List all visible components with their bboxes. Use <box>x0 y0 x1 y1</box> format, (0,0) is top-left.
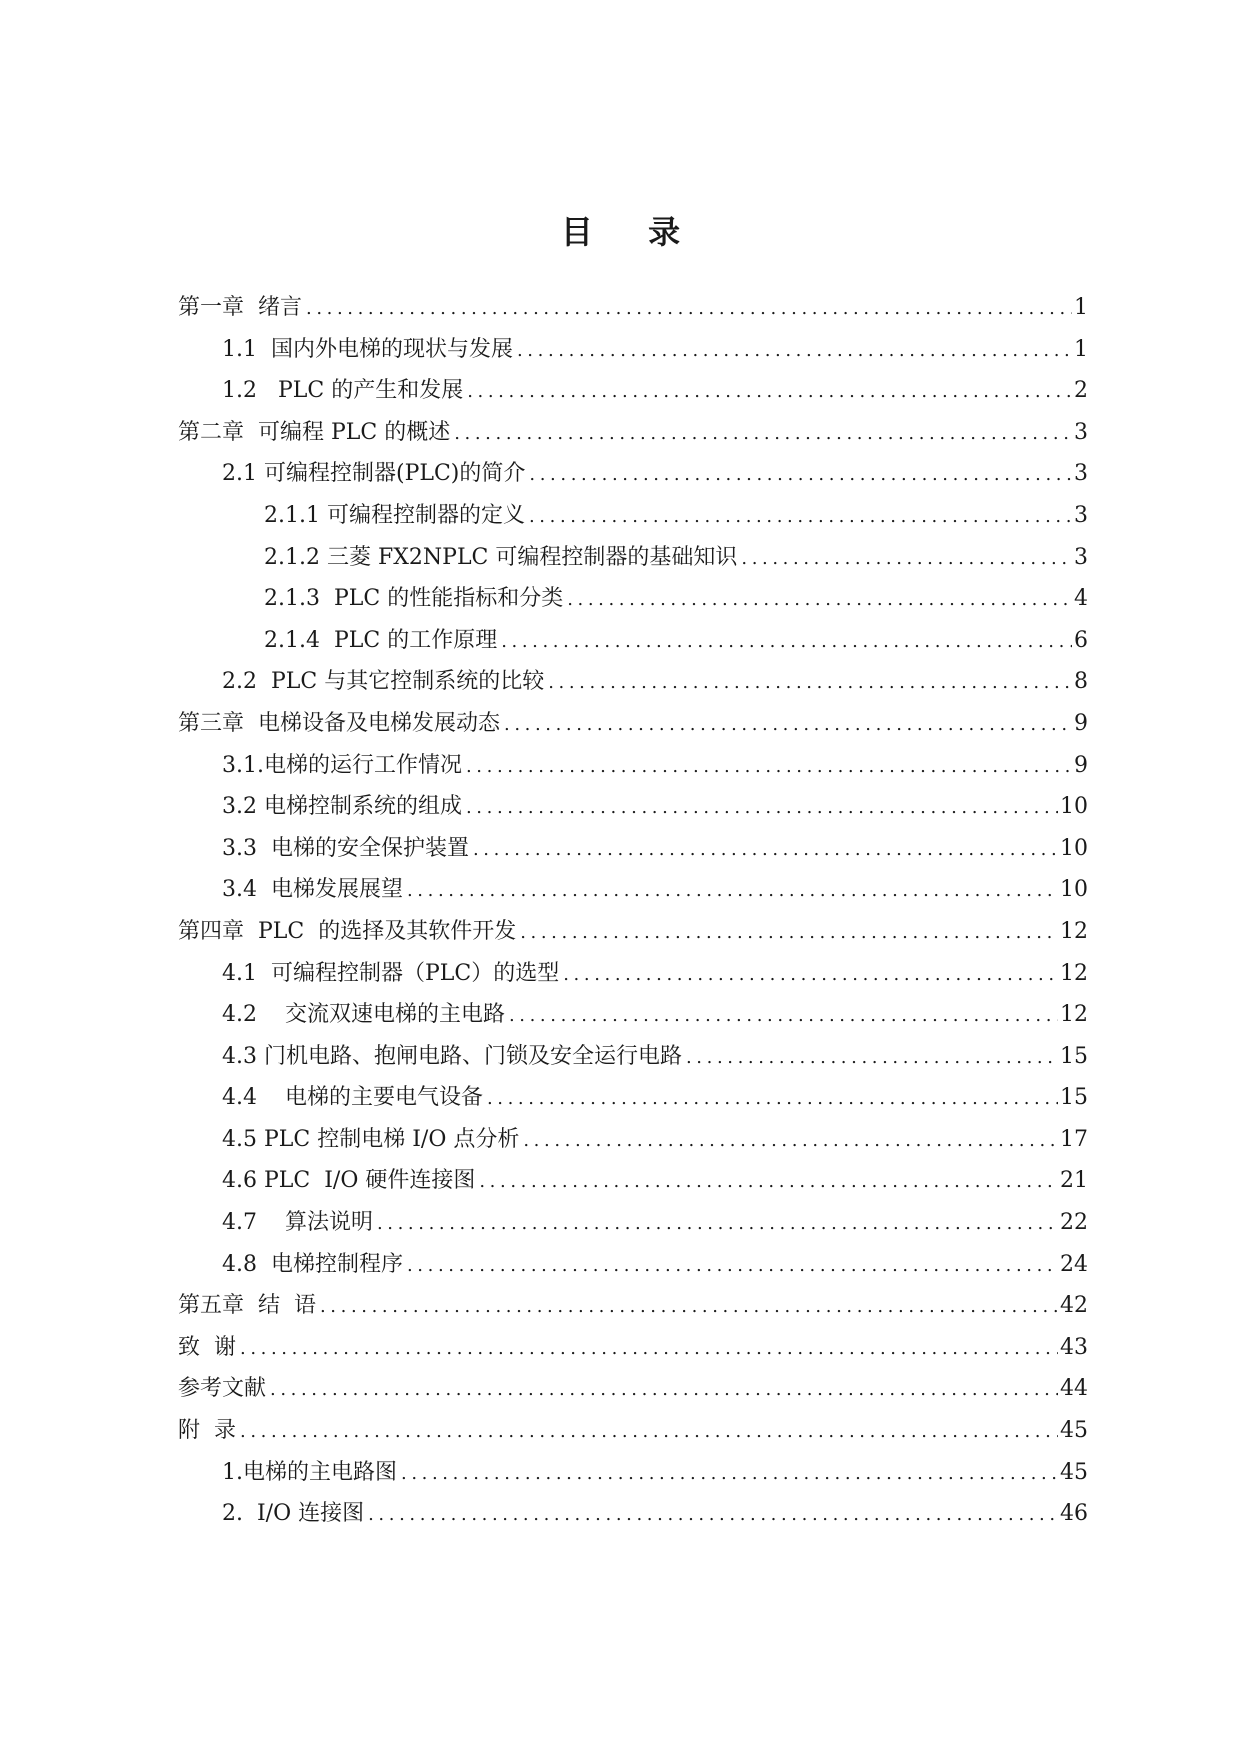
toc-dot-leader <box>306 288 1072 330</box>
toc-entry[interactable] <box>178 661 1088 703</box>
toc-entry-title: 参考文献 <box>178 1376 267 1402</box>
toc-entry[interactable] <box>178 1410 1088 1452</box>
table-of-contents <box>178 287 1088 1535</box>
toc-dot-leader <box>240 1328 1058 1370</box>
toc-entry[interactable] <box>178 453 1088 495</box>
toc-dot-leader <box>407 870 1058 912</box>
toc-entry[interactable] <box>178 1077 1088 1119</box>
toc-page-number: 22 <box>1060 1210 1088 1236</box>
toc-entry-title: 4.7 算法说明 <box>222 1210 373 1236</box>
toc-dot-leader <box>686 1037 1058 1079</box>
toc-entry[interactable] <box>178 329 1088 371</box>
toc-page-number: 3 <box>1074 502 1088 528</box>
toc-entry-title: 2.2 PLC 与其它控制系统的比较 <box>222 669 545 695</box>
toc-dot-leader <box>529 454 1072 496</box>
page-title: 目 录 <box>560 213 703 251</box>
toc-page-number: 12 <box>1060 960 1088 986</box>
toc-dot-leader <box>504 704 1072 746</box>
toc-page-number: 1 <box>1074 336 1088 362</box>
toc-entry-title: 2.1.1 可编程控制器的定义 <box>264 502 525 528</box>
toc-dot-leader <box>517 330 1072 372</box>
toc-page-number: 4 <box>1074 586 1088 612</box>
toc-page-number: 3 <box>1074 544 1088 570</box>
toc-entry-title: 3.1.电梯的运行工作情况 <box>222 752 462 778</box>
toc-entry[interactable] <box>178 495 1088 537</box>
toc-page-number: 9 <box>1074 752 1088 778</box>
toc-entry-title: 4.2 交流双速电梯的主电路 <box>222 1002 505 1028</box>
toc-dot-leader <box>741 538 1072 580</box>
toc-entry-title: 致 谢 <box>178 1334 236 1360</box>
toc-entry[interactable] <box>178 745 1088 787</box>
toc-entry[interactable] <box>178 537 1088 579</box>
toc-page-number: 45 <box>1060 1418 1088 1444</box>
toc-dot-leader <box>567 579 1072 621</box>
toc-dot-leader <box>466 746 1072 788</box>
toc-entry[interactable] <box>178 578 1088 620</box>
toc-entry-title: 1.1 国内外电梯的现状与发展 <box>222 336 513 362</box>
toc-dot-leader <box>240 1411 1058 1453</box>
toc-page-number: 12 <box>1060 1002 1088 1028</box>
toc-entry-title: 第五章 结 语 <box>178 1293 316 1319</box>
toc-entry-title: 2.1.2 三菱 FX2NPLC 可编程控制器的基础知识 <box>264 544 738 570</box>
toc-dot-leader <box>487 1078 1058 1120</box>
toc-entry-title: 4.6 PLC I/O 硬件连接图 <box>222 1168 476 1194</box>
toc-page-number: 46 <box>1060 1501 1088 1527</box>
toc-page-number: 42 <box>1060 1293 1088 1319</box>
toc-page-number: 9 <box>1074 710 1088 736</box>
toc-page-number: 8 <box>1074 669 1088 695</box>
toc-dot-leader <box>520 912 1058 954</box>
toc-entry-title: 3.3 电梯的安全保护装置 <box>222 835 469 861</box>
toc-page-number: 3 <box>1074 461 1088 487</box>
toc-entry[interactable] <box>178 370 1088 412</box>
toc-entry-title: 第一章 绪言 <box>178 295 302 320</box>
toc-entry-title: 2.1 可编程控制器(PLC)的简介 <box>222 461 526 487</box>
toc-dot-leader <box>467 371 1072 413</box>
toc-dot-leader <box>466 787 1058 829</box>
toc-dot-leader <box>454 413 1072 455</box>
toc-entry[interactable] <box>178 1327 1088 1369</box>
toc-dot-leader <box>320 1286 1058 1328</box>
toc-entry-title: 4.3 门机电路、抱闸电路、门锁及安全运行电路 <box>222 1043 682 1069</box>
toc-page-number: 10 <box>1060 877 1088 903</box>
toc-entry[interactable] <box>178 287 1088 329</box>
toc-entry[interactable] <box>178 828 1088 870</box>
toc-entry-title: 1.2 PLC 的产生和发展 <box>222 378 464 404</box>
toc-entry[interactable] <box>178 703 1088 745</box>
toc-entry[interactable] <box>178 620 1088 662</box>
toc-entry-title: 第三章 电梯设备及电梯发展动态 <box>178 710 500 736</box>
toc-entry[interactable] <box>178 1493 1088 1535</box>
toc-entry[interactable] <box>178 786 1088 828</box>
toc-entry[interactable] <box>178 1119 1088 1161</box>
toc-entry[interactable] <box>178 1160 1088 1202</box>
toc-dot-leader <box>401 1453 1058 1495</box>
toc-entry[interactable] <box>178 1285 1088 1327</box>
toc-page-number: 24 <box>1060 1251 1088 1277</box>
toc-page-number: 12 <box>1060 918 1088 944</box>
toc-page-number: 17 <box>1060 1126 1088 1152</box>
toc-dot-leader <box>501 621 1072 663</box>
toc-entry-title: 第四章 PLC 的选择及其软件开发 <box>178 918 517 944</box>
toc-entry-title: 第二章 可编程 PLC 的概述 <box>178 419 451 445</box>
toc-dot-leader <box>377 1203 1058 1245</box>
toc-page-number: 10 <box>1060 835 1088 861</box>
toc-entry[interactable] <box>178 953 1088 995</box>
toc-entry[interactable] <box>178 412 1088 454</box>
toc-entry-title: 2.1.4 PLC 的工作原理 <box>264 627 498 653</box>
toc-entry-title: 4.5 PLC 控制电梯 I/O 点分析 <box>222 1126 520 1152</box>
toc-page-number: 44 <box>1060 1376 1088 1402</box>
toc-entry[interactable] <box>178 1452 1088 1494</box>
toc-dot-leader <box>509 995 1058 1037</box>
toc-entry-title: 3.2 电梯控制系统的组成 <box>222 794 462 820</box>
toc-entry-title: 1.电梯的主电路图 <box>222 1459 397 1485</box>
toc-entry-title: 附 录 <box>178 1418 236 1444</box>
toc-entry[interactable] <box>178 1202 1088 1244</box>
toc-page-number: 43 <box>1060 1334 1088 1360</box>
toc-dot-leader <box>548 662 1072 704</box>
toc-dot-leader <box>479 1161 1058 1203</box>
toc-entry[interactable] <box>178 869 1088 911</box>
toc-entry[interactable] <box>178 1244 1088 1286</box>
toc-dot-leader <box>270 1369 1058 1411</box>
toc-page-number: 3 <box>1074 419 1088 445</box>
toc-entry-title: 2.1.3 PLC 的性能指标和分类 <box>264 586 564 612</box>
toc-page-number: 10 <box>1060 794 1088 820</box>
toc-dot-leader <box>523 1120 1058 1162</box>
toc-entry[interactable] <box>178 1368 1088 1410</box>
toc-dot-leader <box>563 954 1058 996</box>
toc-entry[interactable] <box>178 994 1088 1036</box>
toc-entry-title: 4.4 电梯的主要电气设备 <box>222 1085 483 1111</box>
toc-page-number: 15 <box>1060 1085 1088 1111</box>
toc-dot-leader <box>407 1245 1058 1287</box>
toc-dot-leader <box>473 829 1058 871</box>
toc-page-number: 2 <box>1074 378 1088 404</box>
toc-entry-title: 4.1 可编程控制器（PLC）的选型 <box>222 960 560 986</box>
toc-page-number: 15 <box>1060 1043 1088 1069</box>
toc-entry-title: 4.8 电梯控制程序 <box>222 1251 403 1277</box>
toc-entry[interactable] <box>178 911 1088 953</box>
toc-page-number: 45 <box>1060 1459 1088 1485</box>
toc-dot-leader <box>529 496 1072 538</box>
toc-entry[interactable] <box>178 1036 1088 1078</box>
toc-entry-title: 2. I/O 连接图 <box>222 1501 365 1527</box>
toc-page-number: 6 <box>1074 627 1088 653</box>
toc-dot-leader <box>368 1494 1058 1536</box>
toc-page-number: 21 <box>1060 1168 1088 1194</box>
toc-page-number: 1 <box>1074 295 1088 320</box>
toc-entry-title: 3.4 电梯发展展望 <box>222 877 403 903</box>
